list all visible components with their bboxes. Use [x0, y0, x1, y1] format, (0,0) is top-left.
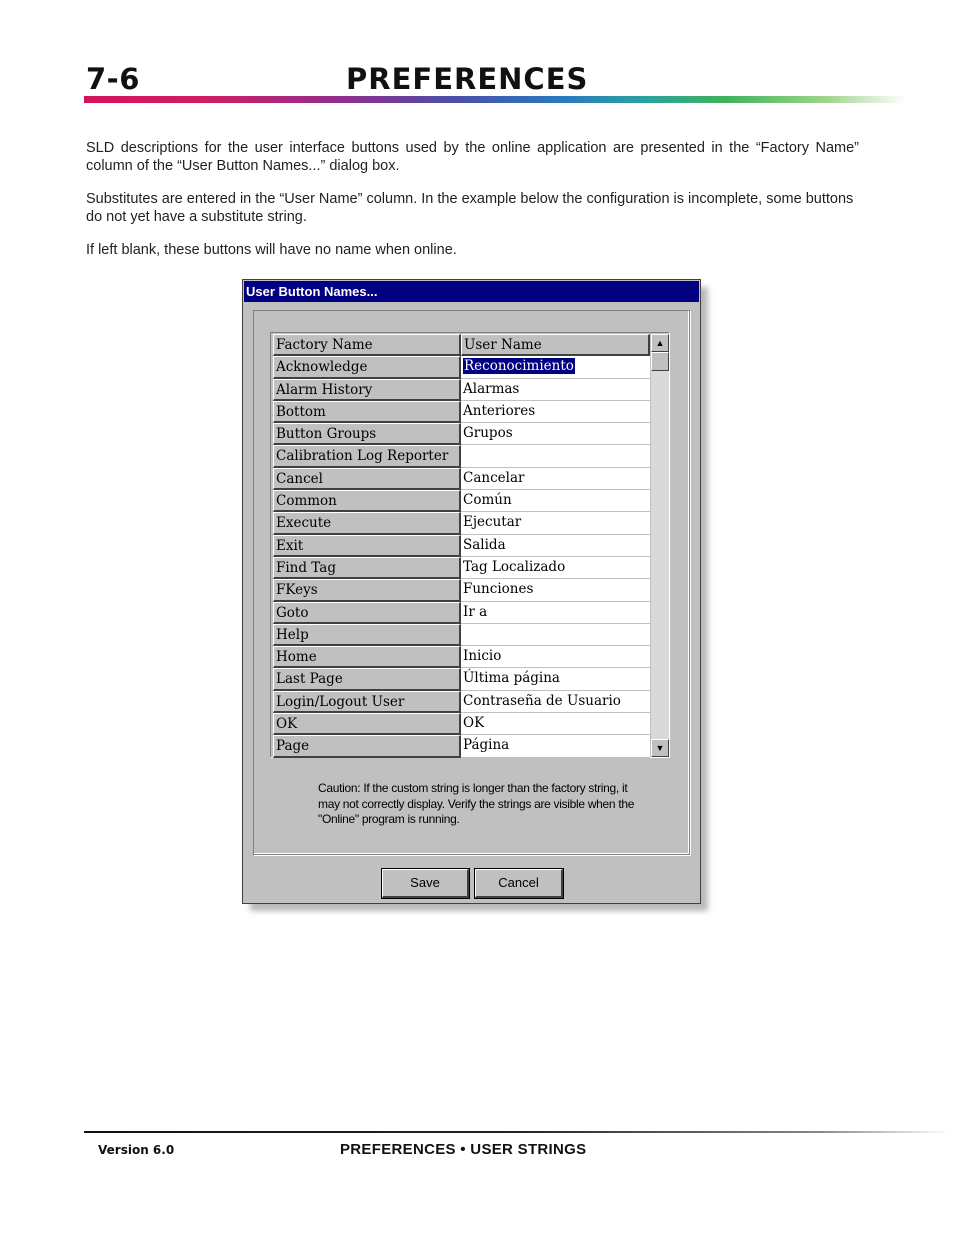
user-name-cell[interactable]: Ir a: [461, 602, 650, 624]
table-row: [273, 356, 650, 378]
factory-name-cell[interactable]: Find Tag: [273, 557, 461, 579]
grid-rows: [273, 334, 650, 758]
user-name-cell[interactable]: OK: [461, 713, 650, 735]
vertical-scrollbar[interactable]: [651, 334, 669, 757]
factory-name-cell[interactable]: OK: [273, 713, 461, 735]
page-title: PREFERENCES: [346, 62, 589, 96]
scroll-up-arrow-icon[interactable]: ▲: [651, 334, 669, 352]
column-header-user-name[interactable]: User Name: [461, 334, 650, 356]
user-name-cell[interactable]: Página: [461, 735, 650, 757]
table-row: [273, 379, 650, 401]
factory-name-cell[interactable]: Calibration Log Reporter: [273, 445, 461, 467]
table-row: [273, 557, 650, 579]
factory-name-cell[interactable]: Button Groups: [273, 423, 461, 445]
footer-section-title: PREFERENCES • USER STRINGS: [340, 1141, 587, 1158]
body-paragraph: SLD descriptions for the user interface buttons used by the online application are presented in the “Factory Name” column of the “User Button Names...” dialog box.: [86, 140, 859, 174]
dialog-title[interactable]: User Button Names...: [244, 281, 699, 302]
user-name-cell[interactable]: Cancelar: [461, 468, 650, 490]
user-name-cell[interactable]: Contraseña de Usuario: [461, 691, 650, 713]
factory-name-cell[interactable]: FKeys: [273, 579, 461, 601]
factory-name-cell[interactable]: Help: [273, 624, 461, 646]
user-name-cell[interactable]: Alarmas: [461, 379, 650, 401]
table-row: [273, 691, 650, 713]
table-row: [273, 646, 650, 668]
user-name-cell[interactable]: Tag Localizado: [461, 557, 650, 579]
footer-rule: [84, 1131, 950, 1133]
user-name-cell[interactable]: Última página: [461, 668, 650, 690]
factory-name-cell[interactable]: Bottom: [273, 401, 461, 423]
factory-name-cell[interactable]: Last Page: [273, 668, 461, 690]
table-row: [273, 445, 650, 467]
factory-name-cell[interactable]: Alarm History: [273, 379, 461, 401]
table-row: [273, 512, 650, 534]
button-names-grid[interactable]: [270, 332, 670, 758]
table-row: [273, 535, 650, 557]
factory-name-cell[interactable]: Execute: [273, 512, 461, 534]
user-name-cell[interactable]: [461, 445, 650, 467]
table-row: [273, 602, 650, 624]
user-name-cell[interactable]: [461, 356, 650, 378]
factory-name-cell[interactable]: Goto: [273, 602, 461, 624]
page-number: 7-6: [86, 62, 140, 96]
selected-text[interactable]: Reconocimiento: [464, 358, 574, 375]
table-row: [273, 468, 650, 490]
user-name-cell[interactable]: Salida: [461, 535, 650, 557]
grid-header-row: [273, 334, 650, 356]
factory-name-cell[interactable]: Page: [273, 735, 461, 757]
user-name-cell[interactable]: [461, 624, 650, 646]
scroll-down-arrow-icon[interactable]: ▼: [651, 739, 669, 757]
table-row: [273, 668, 650, 690]
factory-name-cell[interactable]: Home: [273, 646, 461, 668]
table-row: [273, 490, 650, 512]
body-paragraph: If left blank, these buttons will have no name when online.: [86, 242, 457, 258]
cancel-button[interactable]: Cancel: [475, 869, 563, 898]
table-row: [273, 579, 650, 601]
factory-name-cell[interactable]: Acknowledge: [273, 356, 461, 378]
scroll-thumb[interactable]: [651, 352, 669, 371]
user-name-cell[interactable]: Común: [461, 490, 650, 512]
factory-name-cell[interactable]: Login/Logout User: [273, 691, 461, 713]
user-name-cell[interactable]: Ejecutar: [461, 512, 650, 534]
table-row: [273, 735, 650, 757]
table-row: [273, 624, 650, 646]
save-button[interactable]: Save: [382, 869, 469, 898]
factory-name-cell[interactable]: Exit: [273, 535, 461, 557]
factory-name-cell[interactable]: Common: [273, 490, 461, 512]
column-header-factory-name[interactable]: Factory Name: [273, 334, 461, 356]
table-row: [273, 423, 650, 445]
caution-text: Caution: If the custom string is longer than the factory string, it may not correctly display. Verify the strings are visible when the "Online" program is running.: [318, 781, 635, 826]
user-name-cell[interactable]: Funciones: [461, 579, 650, 601]
footer-version: Version 6.0: [98, 1143, 175, 1157]
factory-name-cell[interactable]: Cancel: [273, 468, 461, 490]
table-row: [273, 713, 650, 735]
header-gradient-rule: [84, 96, 906, 103]
user-name-cell[interactable]: Inicio: [461, 646, 650, 668]
user-name-cell[interactable]: Anteriores: [461, 401, 650, 423]
table-row: [273, 401, 650, 423]
user-name-cell[interactable]: Grupos: [461, 423, 650, 445]
body-paragraph: Substitutes are entered in the “User Name” column. In the example below the configuration is incomplete, some buttons do not yet have a substitute string.: [86, 191, 854, 225]
